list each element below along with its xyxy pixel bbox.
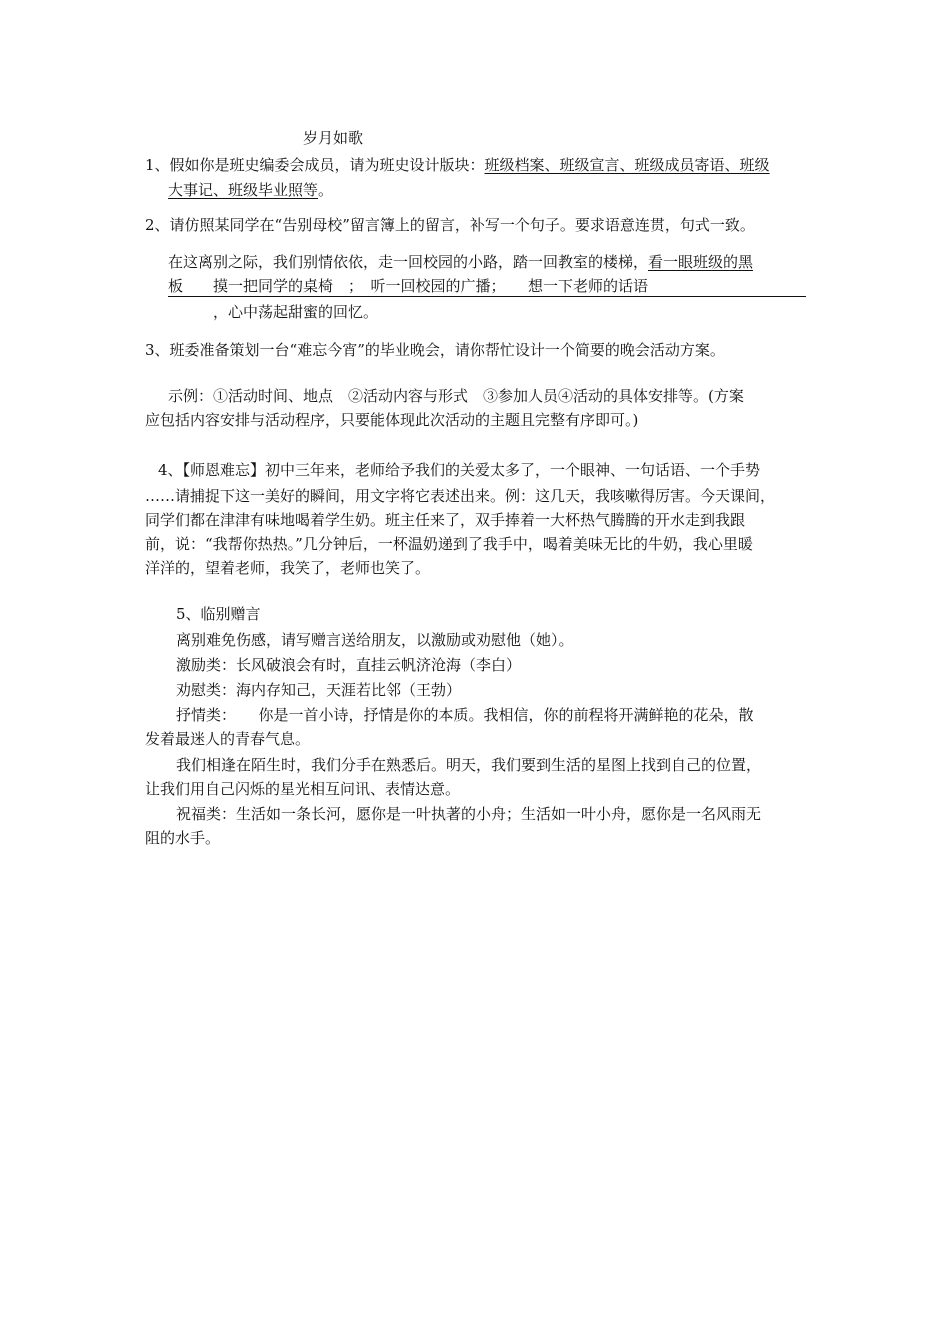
q5-comfort: 劝慰类：海内存知己，天涯若比邻（王勃） bbox=[176, 681, 462, 699]
q4-line5: 洋洋的，望着老师，我笑了，老师也笑了。 bbox=[145, 559, 431, 577]
q5-encourage: 激励类：长风破浪会有时，直挂云帆济沧海（李白） bbox=[176, 656, 522, 674]
q5-intro: 离别难免伤感，请写赠言送给朋友，以激励或劝慰他（她）。 bbox=[176, 631, 574, 649]
q3-example-line2: 应包括内容安排与活动程序，只要能体现此次活动的主题且完整有序即可。) bbox=[145, 411, 639, 429]
q3-prompt: 3、班委准备策划一台“难忘今宵”的毕业晚会，请你帮忙设计一个简要的晚会活动方案。 bbox=[145, 341, 725, 359]
q5-bless-line2: 阻的水手。 bbox=[145, 829, 221, 847]
q2-answer-part2: 板 摸一把同学的桌椅 ； 听一回校园的广播； 想一下老师的话语 bbox=[168, 277, 649, 295]
q1-prompt: 1、假如你是班史编委会成员，请为班史设计版块： bbox=[145, 156, 485, 174]
q4-line2: ……请捕捉下这一美好的瞬间，用文字将它表述出来。例：这几天，我咳嗽得厉害。今天课间， bbox=[145, 487, 776, 505]
q5-heading: 5、临别赠言 bbox=[176, 605, 261, 623]
q2-line3: ，心中荡起甜蜜的回忆。 bbox=[213, 303, 379, 321]
q1-answer-part2: 大事记、班级毕业照等 bbox=[168, 181, 319, 199]
q2-prompt: 2、请仿照某同学在“告别母校”留言簿上的留言，补写一个句子。要求语意连贯，句式一致。 bbox=[145, 216, 755, 234]
q1-line2 bbox=[168, 180, 333, 200]
q1-answer-part1: 班级档案、班级宣言、班级成员寄语、班级 bbox=[484, 156, 770, 174]
q2-line1 bbox=[168, 252, 753, 272]
q3-example-line1: 示例：①活动时间、地点 ②活动内容与形式 ③参加人员④活动的具体安排等。(方案 bbox=[168, 387, 744, 405]
q4-line4: 前，说：“我帮你热热。”几分钟后，一杯温奶递到了我手中，喝着美味无比的牛奶，我心里暖 bbox=[145, 535, 753, 553]
doc-title: 岁月如歌 bbox=[303, 129, 364, 147]
q4-line1: 4、【师恩难忘】初中三年来，老师给予我们的关爱太多了，一个眼神、一句话语、一个手势 bbox=[158, 461, 761, 479]
q1-suffix: 。 bbox=[318, 181, 334, 199]
q5-lyric-line2: 发着最迷人的青春气息。 bbox=[145, 730, 311, 748]
q5-bless-line1: 祝福类：生活如一条长河，愿你是一叶执著的小舟；生活如一叶小舟，愿你是一名风雨无 bbox=[176, 805, 762, 823]
q5-lyric-line1: 抒情类： 你是一首小诗，抒情是你的本质。我相信，你的前程将开满鲜艳的花朵，散 bbox=[176, 706, 754, 724]
q2-line2 bbox=[168, 276, 806, 297]
q2-given-text: 在这离别之际，我们别情依依，走一回校园的小路，踏一回教室的楼梯， bbox=[168, 253, 649, 271]
q2-answer-part1: 看一眼班级的黑 bbox=[648, 253, 754, 271]
q5-para-line1: 我们相逢在陌生时，我们分手在熟悉后。明天，我们要到生活的星图上找到自己的位置， bbox=[176, 756, 762, 774]
q1-line1 bbox=[145, 155, 770, 175]
q4-line3: 同学们都在津津有味地喝着学生奶。班主任来了，双手捧着一大杯热气腾腾的开水走到我跟 bbox=[145, 511, 746, 529]
q5-para-line2: 让我们用自己闪烁的星光相互问讯、表情达意。 bbox=[145, 780, 461, 798]
